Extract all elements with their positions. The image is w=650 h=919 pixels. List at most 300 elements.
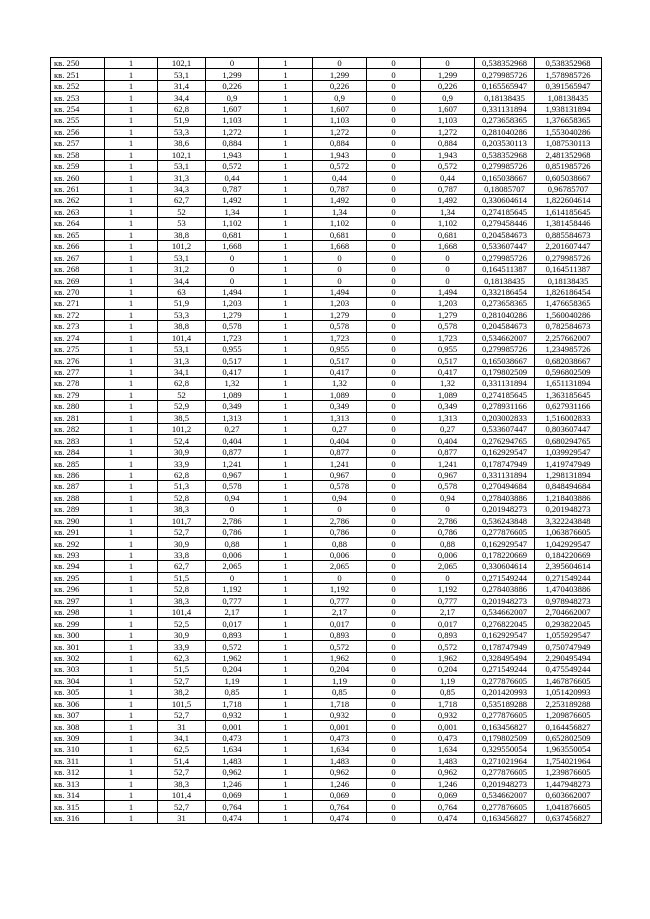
table-cell: 0 <box>367 629 421 640</box>
table-cell: 62,8 <box>158 103 206 114</box>
row-label-cell: кв. 268 <box>51 263 105 274</box>
table-cell: 0 <box>367 309 421 320</box>
table-cell: 1 <box>259 343 313 354</box>
table-cell: 1,313 <box>313 412 367 423</box>
table-row <box>51 195 602 206</box>
table-row <box>51 252 602 263</box>
table-cell: 1,246 <box>206 778 259 789</box>
table-cell: 2,786 <box>206 515 259 526</box>
table-cell: 0,203530113 <box>475 138 535 149</box>
table-cell: 0,276822045 <box>475 618 535 629</box>
table-cell: 1 <box>259 744 313 755</box>
table-cell: 31 <box>158 721 206 732</box>
table-cell: 0,884 <box>421 138 475 149</box>
table-cell: 0 <box>367 641 421 652</box>
row-label-cell: кв. 284 <box>51 446 105 457</box>
table-cell: 1 <box>259 492 313 503</box>
row-label-cell: кв. 278 <box>51 378 105 389</box>
table-cell: 1,32 <box>313 378 367 389</box>
table-cell: 1 <box>105 698 158 709</box>
row-label-cell: кв. 251 <box>51 69 105 80</box>
table-cell: 1 <box>259 595 313 606</box>
table-cell: 0,962 <box>313 767 367 778</box>
table-cell: 1 <box>105 355 158 366</box>
table-cell: 1 <box>259 69 313 80</box>
table-cell: 0,328495494 <box>475 652 535 663</box>
table-cell: 1,089 <box>313 389 367 400</box>
table-cell: 1 <box>105 812 158 823</box>
table-cell: 1 <box>105 80 158 91</box>
table-cell: 1 <box>105 332 158 343</box>
table-cell: 0,517 <box>421 355 475 366</box>
table-cell: 0,578 <box>313 321 367 332</box>
row-label-cell: кв. 314 <box>51 790 105 801</box>
table-cell: 0 <box>367 401 421 412</box>
table-cell: 0 <box>367 343 421 354</box>
table-cell: 0 <box>367 286 421 297</box>
table-cell: 0,534662007 <box>475 332 535 343</box>
row-label-cell: кв. 270 <box>51 286 105 297</box>
table-cell: 2,704662007 <box>535 607 602 618</box>
table-cell: 0,006 <box>313 549 367 560</box>
table-cell: 0 <box>206 252 259 263</box>
table-cell: 1,087530113 <box>535 138 602 149</box>
table-cell: 1,313 <box>421 412 475 423</box>
table-cell: 0,578 <box>206 481 259 492</box>
table-cell: 0,277876605 <box>475 767 535 778</box>
table-cell: 0,273658365 <box>475 115 535 126</box>
table-cell: 0,680294765 <box>535 435 602 446</box>
table-cell: 0 <box>367 572 421 583</box>
row-label-cell: кв. 303 <box>51 664 105 675</box>
table-cell: 0 <box>367 458 421 469</box>
table-cell: 101,5 <box>158 698 206 709</box>
table-row <box>51 549 602 560</box>
table-cell: 0 <box>367 424 421 435</box>
table-row <box>51 298 602 309</box>
table-cell: 1,943 <box>421 149 475 160</box>
table-cell: 0,18138435 <box>475 275 535 286</box>
row-label-cell: кв. 283 <box>51 435 105 446</box>
table-cell: 1,447948273 <box>535 778 602 789</box>
table-row <box>51 355 602 366</box>
table-cell: 1,103 <box>421 115 475 126</box>
table-cell: 1 <box>105 732 158 743</box>
table-cell: 1,492 <box>421 195 475 206</box>
table-cell: 0,279985726 <box>475 343 535 354</box>
table-cell: 1,962 <box>421 652 475 663</box>
table-cell: 2,786 <box>313 515 367 526</box>
row-label-cell: кв. 264 <box>51 218 105 229</box>
table-cell: 1,234985726 <box>535 343 602 354</box>
row-label-cell: кв. 301 <box>51 641 105 652</box>
table-cell: 0 <box>367 481 421 492</box>
row-label-cell: кв. 294 <box>51 561 105 572</box>
table-row <box>51 412 602 423</box>
table-cell: 2,253189288 <box>535 698 602 709</box>
table-cell: 1 <box>259 526 313 537</box>
table-cell: 1,34 <box>206 206 259 217</box>
table-cell: 1,19 <box>313 675 367 686</box>
table-cell: 1,203 <box>206 298 259 309</box>
row-label-cell: кв. 310 <box>51 744 105 755</box>
table-row <box>51 481 602 492</box>
row-label-cell: кв. 312 <box>51 767 105 778</box>
table-row <box>51 664 602 675</box>
table-row <box>51 286 602 297</box>
table-row <box>51 709 602 720</box>
table-cell: 0 <box>367 183 421 194</box>
table-cell: 1,483 <box>206 755 259 766</box>
row-label-cell: кв. 274 <box>51 332 105 343</box>
table-cell: 0 <box>367 504 421 515</box>
table-cell: 0,786 <box>206 526 259 537</box>
table-cell: 1 <box>105 515 158 526</box>
table-cell: 1 <box>259 538 313 549</box>
table-cell: 62,3 <box>158 652 206 663</box>
table-cell: 38,5 <box>158 412 206 423</box>
table-cell: 0,277876605 <box>475 801 535 812</box>
table-cell: 1,241 <box>206 458 259 469</box>
table-cell: 0 <box>206 275 259 286</box>
table-cell: 1,299 <box>206 69 259 80</box>
table-cell: 2,065 <box>206 561 259 572</box>
table-cell: 0,184220669 <box>535 549 602 560</box>
row-label-cell: кв. 292 <box>51 538 105 549</box>
row-label-cell: кв. 315 <box>51 801 105 812</box>
table-cell: 34,1 <box>158 732 206 743</box>
table-cell: 0,572 <box>313 641 367 652</box>
table-cell: 1,246 <box>313 778 367 789</box>
row-label-cell: кв. 257 <box>51 138 105 149</box>
table-cell: 38,3 <box>158 504 206 515</box>
row-label-cell: кв. 282 <box>51 424 105 435</box>
table-cell: 1,218403886 <box>535 492 602 503</box>
table-cell: 31,2 <box>158 263 206 274</box>
table-row <box>51 92 602 103</box>
table-cell: 1,723 <box>313 332 367 343</box>
table-cell: 2,065 <box>313 561 367 572</box>
table-cell: 1 <box>105 218 158 229</box>
table-cell: 1,299 <box>421 69 475 80</box>
table-row <box>51 309 602 320</box>
table-row <box>51 126 602 137</box>
table-cell: 0,596802509 <box>535 366 602 377</box>
table-row <box>51 584 602 595</box>
table-cell: 0,349 <box>421 401 475 412</box>
table-cell: 0,764 <box>313 801 367 812</box>
table-cell: 52,7 <box>158 801 206 812</box>
table-cell: 1 <box>105 183 158 194</box>
table-cell: 2,290495494 <box>535 652 602 663</box>
table-cell: 1 <box>105 629 158 640</box>
table-cell: 0,475549244 <box>535 664 602 675</box>
table-cell: 0,786 <box>421 526 475 537</box>
table-cell: 0 <box>367 595 421 606</box>
table-cell: 0 <box>313 504 367 515</box>
table-cell: 0,27 <box>206 424 259 435</box>
row-label-cell: кв. 279 <box>51 389 105 400</box>
table-cell: 1 <box>105 378 158 389</box>
table-cell: 0,404 <box>421 435 475 446</box>
table-cell: 1 <box>105 538 158 549</box>
table-cell: 0,27 <box>421 424 475 435</box>
table-cell: 53,3 <box>158 126 206 137</box>
table-cell: 0 <box>367 721 421 732</box>
table-row <box>51 321 602 332</box>
table-cell: 1 <box>105 595 158 606</box>
table-cell: 0,85 <box>313 687 367 698</box>
table-cell: 0,279458446 <box>475 218 535 229</box>
table-cell: 1,718 <box>421 698 475 709</box>
table-cell: 0 <box>206 504 259 515</box>
table-cell: 0,204 <box>206 664 259 675</box>
table-cell: 0,9 <box>421 92 475 103</box>
table-cell: 1,298131894 <box>535 469 602 480</box>
table-cell: 0,572 <box>421 641 475 652</box>
table-cell: 0,006 <box>206 549 259 560</box>
table-cell: 0,165565947 <box>475 80 535 91</box>
table-cell: 0,277876605 <box>475 709 535 720</box>
table-cell: 30,9 <box>158 446 206 457</box>
row-label-cell: кв. 291 <box>51 526 105 537</box>
table-cell: 1,607 <box>421 103 475 114</box>
table-cell: 1 <box>259 412 313 423</box>
table-cell: 1,102 <box>313 218 367 229</box>
table-cell: 101,2 <box>158 241 206 252</box>
table-cell: 62,7 <box>158 561 206 572</box>
row-label-cell: кв. 313 <box>51 778 105 789</box>
table-cell: 1 <box>259 378 313 389</box>
table-cell: 1 <box>105 401 158 412</box>
table-cell: 1,494 <box>421 286 475 297</box>
row-label-cell: кв. 276 <box>51 355 105 366</box>
table-cell: 53 <box>158 218 206 229</box>
table-cell: 0 <box>421 275 475 286</box>
table-cell: 52,8 <box>158 584 206 595</box>
table-cell: 0,786 <box>313 526 367 537</box>
table-cell: 0,165038667 <box>475 355 535 366</box>
table-cell: 1 <box>259 355 313 366</box>
row-label-cell: кв. 252 <box>51 80 105 91</box>
table-row <box>51 721 602 732</box>
table-cell: 52,7 <box>158 675 206 686</box>
table-cell: 0,417 <box>313 366 367 377</box>
table-row <box>51 675 602 686</box>
table-cell: 1,041876605 <box>535 801 602 812</box>
table-cell: 1 <box>105 115 158 126</box>
table-cell: 1 <box>259 160 313 171</box>
table-cell: 1,34 <box>313 206 367 217</box>
table-cell: 52 <box>158 389 206 400</box>
table-cell: 0 <box>367 80 421 91</box>
table-row <box>51 206 602 217</box>
table-cell: 1,19 <box>206 675 259 686</box>
table-cell: 0,535189288 <box>475 698 535 709</box>
table-cell: 1,042929547 <box>535 538 602 549</box>
table-cell: 0,331131894 <box>475 378 535 389</box>
table-cell: 0 <box>313 275 367 286</box>
table-cell: 1 <box>105 492 158 503</box>
table-cell: 0,270494684 <box>475 481 535 492</box>
table-cell: 0,681 <box>313 229 367 240</box>
row-label-cell: кв. 306 <box>51 698 105 709</box>
table-row <box>51 618 602 629</box>
row-label-cell: кв. 302 <box>51 652 105 663</box>
table-cell: 0,164456827 <box>535 721 602 732</box>
table-cell: 1 <box>259 195 313 206</box>
table-cell: 1 <box>105 584 158 595</box>
table-cell: 0,001 <box>313 721 367 732</box>
table-cell: 1 <box>105 229 158 240</box>
row-label-cell: кв. 256 <box>51 126 105 137</box>
table-cell: 0,404 <box>313 435 367 446</box>
table-cell: 1,279 <box>206 309 259 320</box>
row-label-cell: кв. 281 <box>51 412 105 423</box>
table-cell: 0,279985726 <box>475 252 535 263</box>
table-cell: 101,4 <box>158 332 206 343</box>
table-cell: 62,8 <box>158 469 206 480</box>
table-cell: 1 <box>259 675 313 686</box>
table-cell: 0 <box>313 263 367 274</box>
row-label-cell: кв. 316 <box>51 812 105 823</box>
table-cell: 0,967 <box>421 469 475 480</box>
table-cell: 0,681 <box>421 229 475 240</box>
table-cell: 101,4 <box>158 790 206 801</box>
table-cell: 1,32 <box>421 378 475 389</box>
table-cell: 0,884 <box>313 138 367 149</box>
table-cell: 0 <box>367 103 421 114</box>
table-row <box>51 458 602 469</box>
table-cell: 0,764 <box>206 801 259 812</box>
table-cell: 0,538352968 <box>535 58 602 69</box>
table-cell: 0,271549244 <box>475 572 535 583</box>
table-row <box>51 744 602 755</box>
table-cell: 1 <box>259 561 313 572</box>
row-label-cell: кв. 299 <box>51 618 105 629</box>
table-cell: 51,5 <box>158 572 206 583</box>
table-cell: 1 <box>105 309 158 320</box>
table-cell: 1 <box>105 652 158 663</box>
table-cell: 1 <box>105 92 158 103</box>
table-cell: 1 <box>105 69 158 80</box>
table-cell: 0,178747949 <box>475 641 535 652</box>
table-cell: 51,9 <box>158 298 206 309</box>
table-cell: 1,272 <box>206 126 259 137</box>
table-cell: 0,163456827 <box>475 812 535 823</box>
table-cell: 30,9 <box>158 629 206 640</box>
table-row <box>51 561 602 572</box>
table-cell: 0 <box>367 515 421 526</box>
table-cell: 1,102 <box>206 218 259 229</box>
table-cell: 0,955 <box>421 343 475 354</box>
table-cell: 1 <box>259 435 313 446</box>
table-cell: 1,494 <box>313 286 367 297</box>
table-cell: 0 <box>367 709 421 720</box>
table-cell: 0 <box>367 538 421 549</box>
table-row <box>51 366 602 377</box>
table-row <box>51 241 602 252</box>
row-label-cell: кв. 255 <box>51 115 105 126</box>
table-cell: 0 <box>367 732 421 743</box>
row-label-cell: кв. 305 <box>51 687 105 698</box>
table-cell: 0,877 <box>313 446 367 457</box>
table-cell: 0,162929547 <box>475 629 535 640</box>
table-cell: 0,777 <box>421 595 475 606</box>
table-cell: 0,18138435 <box>535 275 602 286</box>
table-cell: 1 <box>105 504 158 515</box>
table-cell: 0 <box>367 469 421 480</box>
row-label-cell: кв. 262 <box>51 195 105 206</box>
table-cell: 0 <box>206 263 259 274</box>
table-row <box>51 343 602 354</box>
table-cell: 1,381458446 <box>535 218 602 229</box>
table-cell: 0 <box>367 801 421 812</box>
table-cell: 1 <box>105 641 158 652</box>
table-cell: 1 <box>259 286 313 297</box>
table-cell: 0 <box>206 572 259 583</box>
table-cell: 1 <box>259 252 313 263</box>
table-cell: 33,9 <box>158 641 206 652</box>
table-cell: 1,943 <box>206 149 259 160</box>
table-cell: 0,163456827 <box>475 721 535 732</box>
table-cell: 0,627931166 <box>535 401 602 412</box>
table-cell: 102,1 <box>158 149 206 160</box>
table-cell: 0,204584673 <box>475 229 535 240</box>
table-cell: 1,516002833 <box>535 412 602 423</box>
table-cell: 0,164511387 <box>535 263 602 274</box>
table-cell: 0,178220669 <box>475 549 535 560</box>
row-label-cell: кв. 293 <box>51 549 105 560</box>
table-cell: 0,271549244 <box>535 572 602 583</box>
table-cell: 2,17 <box>421 607 475 618</box>
table-cell: 1,08138435 <box>535 92 602 103</box>
table-cell: 1 <box>259 469 313 480</box>
table-cell: 0,764 <box>421 801 475 812</box>
table-cell: 1 <box>259 229 313 240</box>
table-cell: 1 <box>105 446 158 457</box>
table-cell: 0 <box>367 69 421 80</box>
table-cell: 51,4 <box>158 755 206 766</box>
table-cell: 1,607 <box>313 103 367 114</box>
table-cell: 0,96785707 <box>535 183 602 194</box>
table-cell: 0,517 <box>206 355 259 366</box>
table-row <box>51 492 602 503</box>
table-cell: 1 <box>259 607 313 618</box>
table-cell: 0,517 <box>313 355 367 366</box>
table-cell: 1 <box>259 652 313 663</box>
table-cell: 0 <box>421 504 475 515</box>
table-cell: 0,88 <box>313 538 367 549</box>
table-cell: 0,533607447 <box>475 424 535 435</box>
table-row <box>51 275 602 286</box>
table-cell: 0 <box>367 378 421 389</box>
table-cell: 1,063876605 <box>535 526 602 537</box>
table-cell: 0 <box>367 446 421 457</box>
table-cell: 1,938131894 <box>535 103 602 114</box>
table-cell: 1,826186454 <box>535 286 602 297</box>
table-cell: 0,069 <box>313 790 367 801</box>
table-cell: 1 <box>259 172 313 183</box>
table-cell: 0 <box>367 241 421 252</box>
table-cell: 0 <box>367 275 421 286</box>
table-cell: 0,893 <box>421 629 475 640</box>
table-cell: 1,718 <box>206 698 259 709</box>
table-cell: 34,4 <box>158 92 206 103</box>
table-row <box>51 767 602 778</box>
table-cell: 62,8 <box>158 378 206 389</box>
table-cell: 0,578 <box>421 321 475 332</box>
